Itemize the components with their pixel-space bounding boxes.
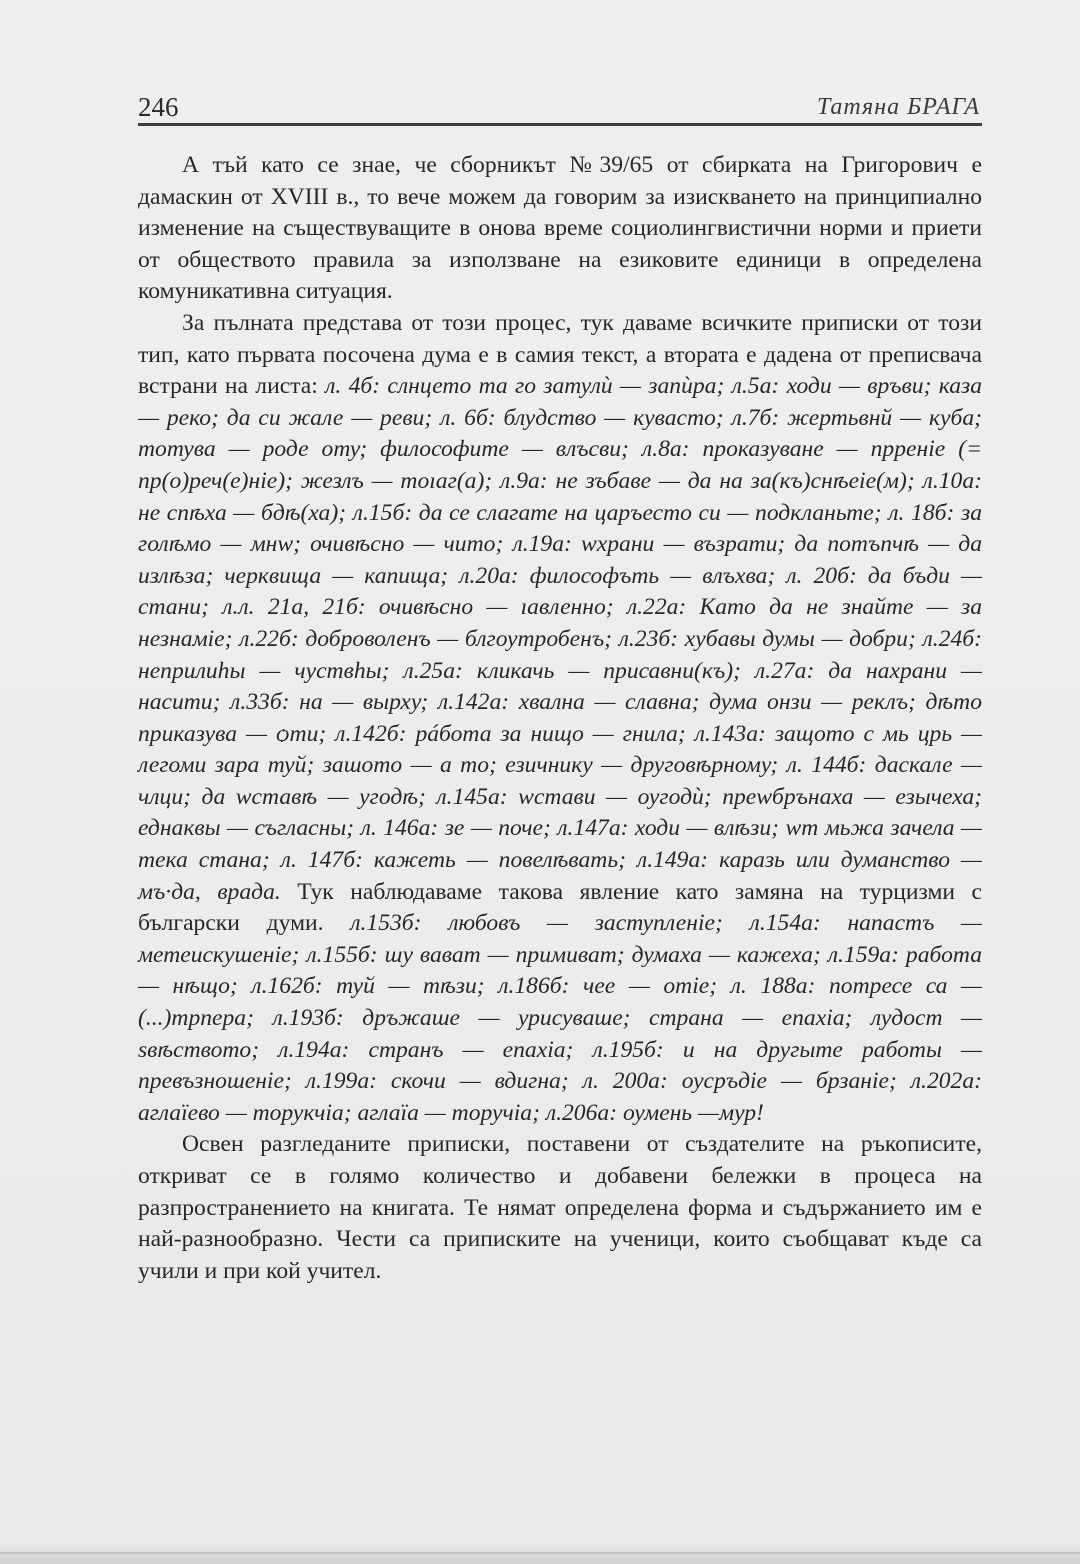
paragraph-2 <box>138 308 982 1129</box>
examples-list-a: л. 4б: слнцето та го затулѝ — запѝра; л.5а: ходи — връви; каза — реко; да си жале — реви; л. 6б: блудство — кувасто; л.7б: жертьвнй — куба; тотува — роде оту; философите — влъсви; л.8а: проказуване — прреніе (= пр(о)реч(е)ніе); жезлъ — тоıаг(а); л.9а: не зъбаве — да на за(къ)снѣеіе(м); л.10а: не спѣха — бдѣ(ха); л.15б: да се слагате на царъесто си — подкланьте; л. 18б: за голѣмо — мнw; очивѣсно — чито; л.19а: wхрани — възрати; да потъпчѣ — да излѣза; черквища — капища; л.20а: философъть — влъхва; л. 20б: да бъди — стани; л.л. 21а, 21б: очивѣсно — ıавленно; л.22а: Като да не знайте — за незнаміе; л.22б: доброволенъ — блгоутробенъ; л.23б: хубавы думы — добри; л.24б: неприлиhы — чуствhы; л.25а: кликачь — присавни(къ); л.27а: да нахрани — насити; л.33б: на — вырху; л.142а: хвална — славна; дума онзи — реклъ; дѣто приказува — ѻти; л.142б: рáбота за нищо — гнила; л.143а: защото с мь црь — легоми зара туй; зашото — а то; езичнику — друговѣрному; л. 144б: даскале — члци; да wставѣ — угодѣ; л.145а: wстави — оугодѝ; преwбрънаха — езычеха; еднаквы — съгласны; л. 146а: зе — поче; л.147а: ходи — влѣзи; wт мьжа зачела — тека стана; л. 147б: кажеть — повелѣвать; л.149а: каразь или думанство — мъ·да, врада. <box>138 373 982 905</box>
page-number: 246 <box>138 92 179 122</box>
page-header <box>138 90 982 124</box>
paragraph-3: Освен разгледаните приписки, поставени от създателите на ръкописите, откриват се в голямо количество и добавени бележки в процеса на разпространението на книгата. Те нямат определена форма и съдържанието им е най-разнообразно. Чести са приписките на ученици, които съобщават къде са учили и при кой учител. <box>138 1131 982 1284</box>
running-head-author: Татяна БРАГА <box>816 94 980 120</box>
paragraph-2-intro: За пълната представа от този процес, тук даваме всичките приписки от този тип, като първата посочена дума е в самия текст, а втората е дадена от преписвача встрани на листа: <box>138 309 982 400</box>
body-text <box>138 150 982 1287</box>
page-bottom-shadow <box>0 1542 1080 1564</box>
header-rule <box>138 123 982 126</box>
paragraph-2-comment: Тук наблюдаваме такова явление като замяна на турцизми с български думи. <box>138 878 982 937</box>
examples-list-b: л.153б: любовъ — заступленіе; л.154а: напастъ — метеискушеніе; л.155б: шу вават — примиват; думаха — кажеха; л.159а: работа — нѣщо; л.162б: туй — тѣзи; л.186б: чее — отіе; л. 188а: потресе са — (...)трпера; л.193б: дръжаше — урисуваше; страна — епахіа; лудост — ѕвѣството; л.194а: странъ — епахіа; л.195б: и на другыте работы — превъзношеніе; л.199а: скочи — вдигна; л. 200а: оусръдіе — брзаніе; л.202а: аглаїево — торукчіа; аглаїа — торучіа; л.206а: оумень —мур! <box>138 910 982 1126</box>
paragraph-1: А тъй като се знае, че сборникът №39/65 от сбирката на Григорович е дамаскин от XVIII в., то вече можем да говорим за изискването на принципиално изменение на съществуващите в онова време социолингвистични норми и приети от обществото правила за използване на езиковите единици в определена комуникативна ситуация. <box>138 152 982 305</box>
